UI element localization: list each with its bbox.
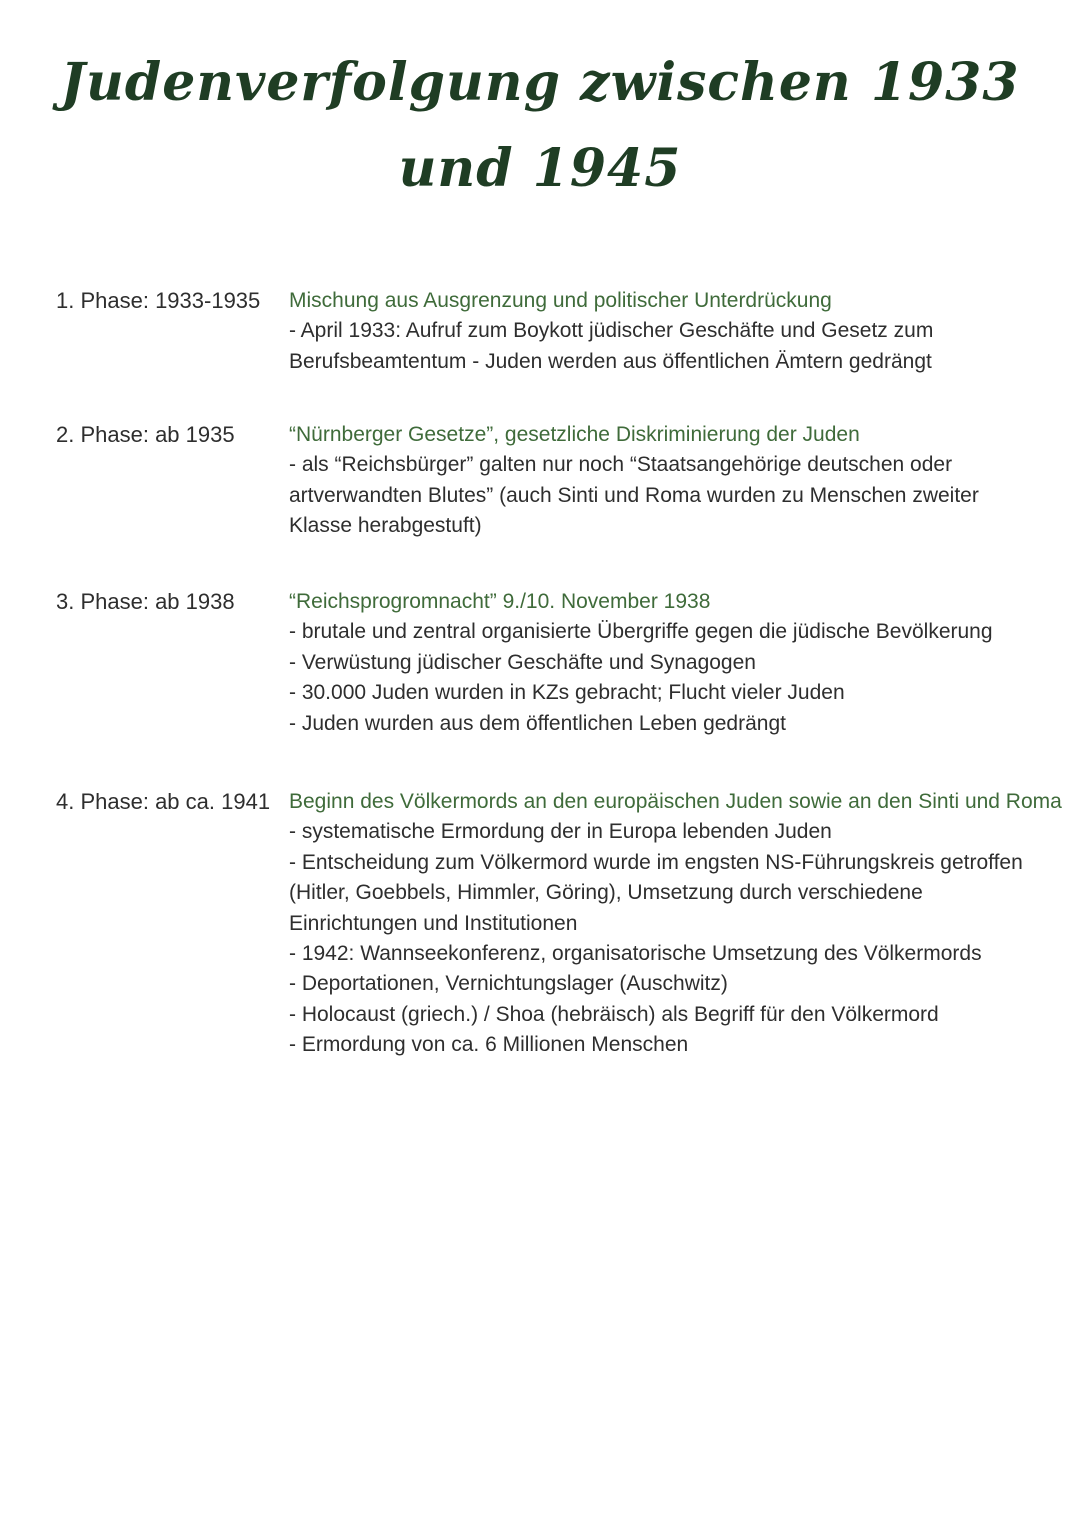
phase-label: 1. Phase: 1933-1935 — [56, 288, 261, 313]
bullet-item: - 1942: Wannseekonferenz, organisatorische Umsetzung des Völkermords — [289, 942, 982, 966]
bullet-item: - Verwüstung jüdischer Geschäfte und Synagogen — [289, 650, 756, 674]
bullet-item: - Holocaust (griech.) / Shoa (hebräisch) als Begriff für den Völkermord — [289, 1002, 939, 1026]
phase-heading: Mischung aus Ausgrenzung und politischer Unterdrückung — [289, 289, 832, 312]
bullet-item: - brutale und zentral organisierte Übergriffe gegen die jüdische Bevölkerung — [289, 620, 993, 644]
page-title — [0, 40, 1080, 212]
bullet-item: - systematische Ermordung der in Europa lebenden Juden — [289, 820, 832, 844]
phase-body — [289, 787, 1062, 1061]
title-line-2: und 1945 — [398, 138, 682, 199]
bullet-item: - Juden wurden aus dem öffentlichen Leben gedrängt — [289, 711, 786, 735]
bullet-item: - als “Reichsbürger” galten nur noch “Staatsangehörige deutschen oder artverwandten Blutes” (auch Sinti und Roma wurden zu Menschen zweiter Klasse herabgestuft) — [289, 453, 979, 538]
bullet-item: - April 1933: Aufruf zum Boykott jüdischer Geschäfte und Gesetz zum Berufsbeamtentum - Juden werden aus öffentlichen Ämtern gedrängt — [289, 319, 934, 373]
phase-body — [289, 286, 1029, 377]
phase-label: 3. Phase: ab 1938 — [56, 589, 235, 614]
bullet-item: - 30.000 Juden wurden in KZs gebracht; Flucht vieler Juden — [289, 681, 845, 705]
phase-body — [289, 587, 1029, 739]
bullet-item: - Entscheidung zum Völkermord wurde im engsten NS-Führungskreis getroffen (Hitler, Goebbels, Himmler, Göring), Umsetzung durch verschiedene Einrichtungen und Institutionen — [289, 850, 1023, 935]
phase-label: 2. Phase: ab 1935 — [56, 422, 235, 447]
phase-heading: “Reichsprogromnacht” 9./10. November 1938 — [289, 590, 711, 613]
phase-body — [289, 420, 1029, 542]
phase-heading: Beginn des Völkermords an den europäischen Juden sowie an den Sinti und Roma — [289, 790, 1062, 813]
phase-label: 4. Phase: ab ca. 1941 — [56, 789, 271, 814]
bullet-item: - Ermordung von ca. 6 Millionen Menschen — [289, 1033, 689, 1057]
title-line-1: Judenverfolgung zwischen 1933 — [60, 52, 1020, 113]
phase-heading: “Nürnberger Gesetze”, gesetzliche Diskriminierung der Juden — [289, 423, 860, 446]
bullet-item: - Deportationen, Vernichtungslager (Auschwitz) — [289, 972, 728, 996]
